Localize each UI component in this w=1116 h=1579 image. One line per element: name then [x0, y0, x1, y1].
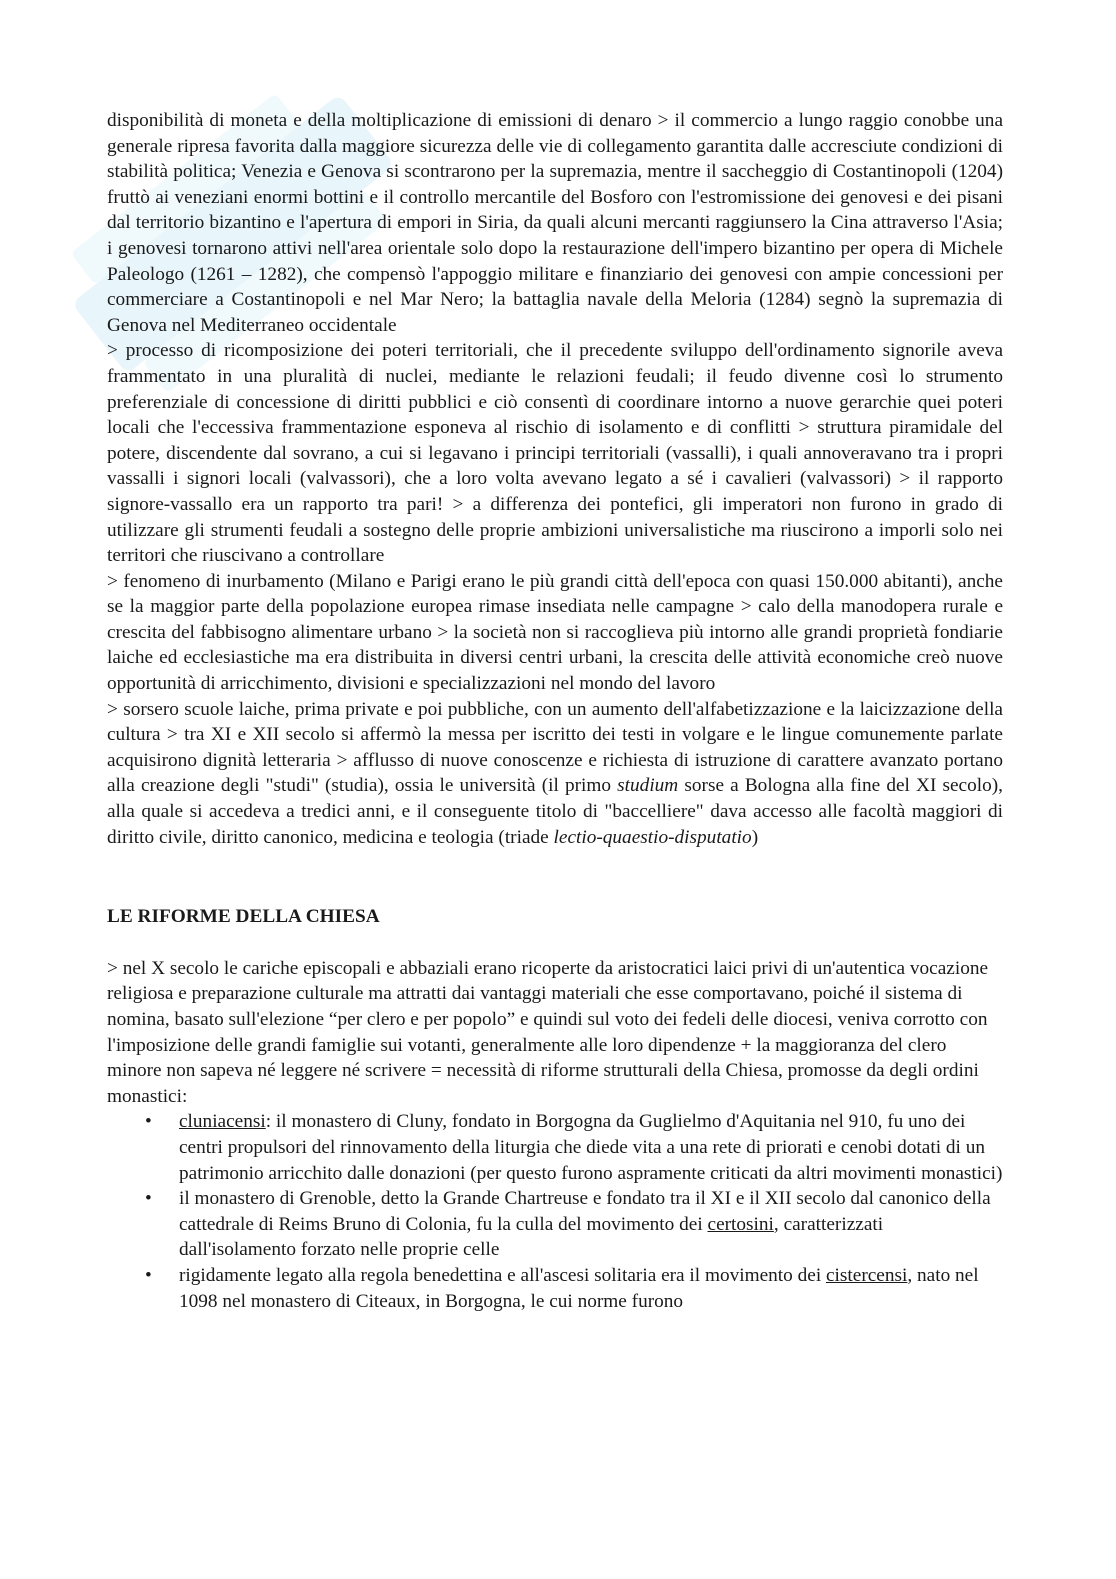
bullet-icon: • [145, 1188, 152, 1210]
underlined-term: certosini [707, 1213, 774, 1235]
list-item-cistercensi [107, 1263, 1003, 1314]
paragraph-urbanization: > fenomeno di inurbamento (Milano e Parigi erano le più grandi città dell'epoca con quasi 150.000 abitanti), anche se la maggior parte della popolazione europea rimase insediata nelle campagne > calo della manodopera rurale e crescita del fabbisogno alimentare urbano > la società non si raccoglieva più intorno alle grandi proprietà fondiarie laiche ed ecclesiastiche ma era distribuita in diversi centri urbani, la crescita delle attività economiche creò nuove opportunità di arricchimento, divisioni e specializzazioni nel mondo del lavoro [107, 570, 1003, 695]
document-page [107, 108, 1003, 1314]
underlined-term: cluniacensi [179, 1111, 266, 1133]
section-title: LE RIFORME DELLA CHIESA [107, 906, 380, 928]
underlined-term: cistercensi [826, 1264, 908, 1286]
list-item-text: il monastero di Grenoble, detto la Grande Chartreuse e fondato tra il XI e il XII secolo dal canonico della cattedrale di Reims Bruno di Colonia, fu la culla del movimento dei certosini, caratterizzati dall'isolamento forzato nelle proprie celle [179, 1188, 991, 1261]
bullet-icon: • [145, 1111, 152, 1133]
list-item-text: cluniacensi: il monastero di Cluny, fondato in Borgogna da Guglielmo d'Aquitania nel 910, fu uno dei centri propulsori del rinnovamento della liturgia che diede vita a una rete di priorati e cenobi dotati di un patrimonio arricchito dalle donazioni (per questo furono aspramente criticati da altri movimenti monastici) [179, 1111, 1003, 1184]
bullet-icon: • [145, 1264, 152, 1286]
paragraph-commerce: disponibilità di moneta e della moltiplicazione di emissioni di denaro > il commercio a lungo raggio conobbe una generale ripresa favorita dalla maggiore sicurezza delle vie di collegamento garantita dalle accresciute condizioni di stabilità politica; Venezia e Genova si scontrarono per la supremazia, mentre il saccheggio di Costantinopoli (1204) fruttò ai veneziani enormi bottini e il controllo mercantile del Bosforo con l'estromissione dei genovesi e dei pisani dal territorio bizantino e l'apertura di empori in Siria, da quali alcuni mercanti raggiunsero la Cina attraverso l'Asia; i genovesi tornarono attivi nell'area orientale solo dopo la restaurazione dell'impero bizantino per opera di Michele Paleologo (1261 – 1282), che compensò l'appoggio militare e finanziario dei genovesi con ampie concessioni per commerciare a Costantinopoli e nel Mar Nero; la battaglia navale della Meloria (1284) segnò la supremazia di Genova nel Mediterraneo occidentale [107, 110, 1003, 336]
list-item-cluniacensi [107, 1109, 1003, 1186]
monastic-orders-list [107, 1109, 1003, 1314]
paragraph-schools: > sorsero scuole laiche, prima private e poi pubbliche, con un aumento dell'alfabetizzazione e la laicizzazione della cultura > tra XI e XII secolo si affermò la messa per iscritto dei testi in volgare e le lingue comunemente parlate acquisirono dignità letteraria > afflusso di nuove conoscenze e richiesta di istruzione di carattere avanzato portano alla creazione degli "studi" (studia), ossia le università (il primo studium sorse a Bologna alla fine del XI secolo), alla quale si accedeva a tredici anni, e il conseguente titolo di "baccelliere" dava accesso alle facoltà maggiori di diritto civile, diritto canonico, medicina e teologia (triade lectio-quaestio-disputatio) [107, 698, 1003, 848]
list-item-text: rigidamente legato alla regola benedettina e all'ascesi solitaria era il movimento dei cistercensi, nato nel 1098 nel monastero di Citeaux, in Borgogna, le cui norme furono [179, 1264, 979, 1312]
italic-term: lectio-quaestio-disputatio [553, 826, 752, 848]
list-item-certosini [107, 1186, 1003, 1263]
intro-paragraph: > nel X secolo le cariche episcopali e abbaziali erano ricoperte da aristocratici laici privi di un'autentica vocazione religiosa e preparazione culturale ma attratti dai vantaggi materiali che esse comportavano, poiché il sistema di nomina, basato sull'elezione “per clero e per popolo” e quindi sul voto dei fedeli delle diocesi, veniva corrotto con l'imposizione delle grandi famiglie sui votanti, generalmente alle loro dipendenze + la maggioranza del clero minore non sapeva né leggere né scrivere = necessità di riforme strutturali della Chiesa, promosse da degli ordini monastici: [107, 957, 989, 1107]
paragraph-feudal-power: > processo di ricomposizione dei poteri territoriali, che il precedente sviluppo dell'ordinamento signorile aveva frammentato in una pluralità di nuclei, mediante le relazioni feudali; il feudo divenne così lo strumento preferenziale di concessione di diritti pubblici e ciò consentì di coordinare intorno a nuove gerarchie quei poteri locali che l'eccessiva frammentazione esponeva al rischio di isolamento e di conflitti > struttura piramidale del potere, discendente dal sovrano, a cui si legavano i principi territoriali (vassalli), i quali annoveravano tra i propri vassalli i signori locali (valvassori), che a loro volta avevano legato a sé i cavalieri (valvassori) > il rapporto signore-vassallo era un rapporto tra pari! > a differenza dei pontefici, gli imperatori non furono in grado di utilizzare gli strumenti feudali a sostegno delle proprie ambizioni universalistiche ma riuscirono a imporli solo nei territori che riuscivano a controllare [107, 340, 1003, 567]
italic-term: studium [617, 775, 679, 797]
